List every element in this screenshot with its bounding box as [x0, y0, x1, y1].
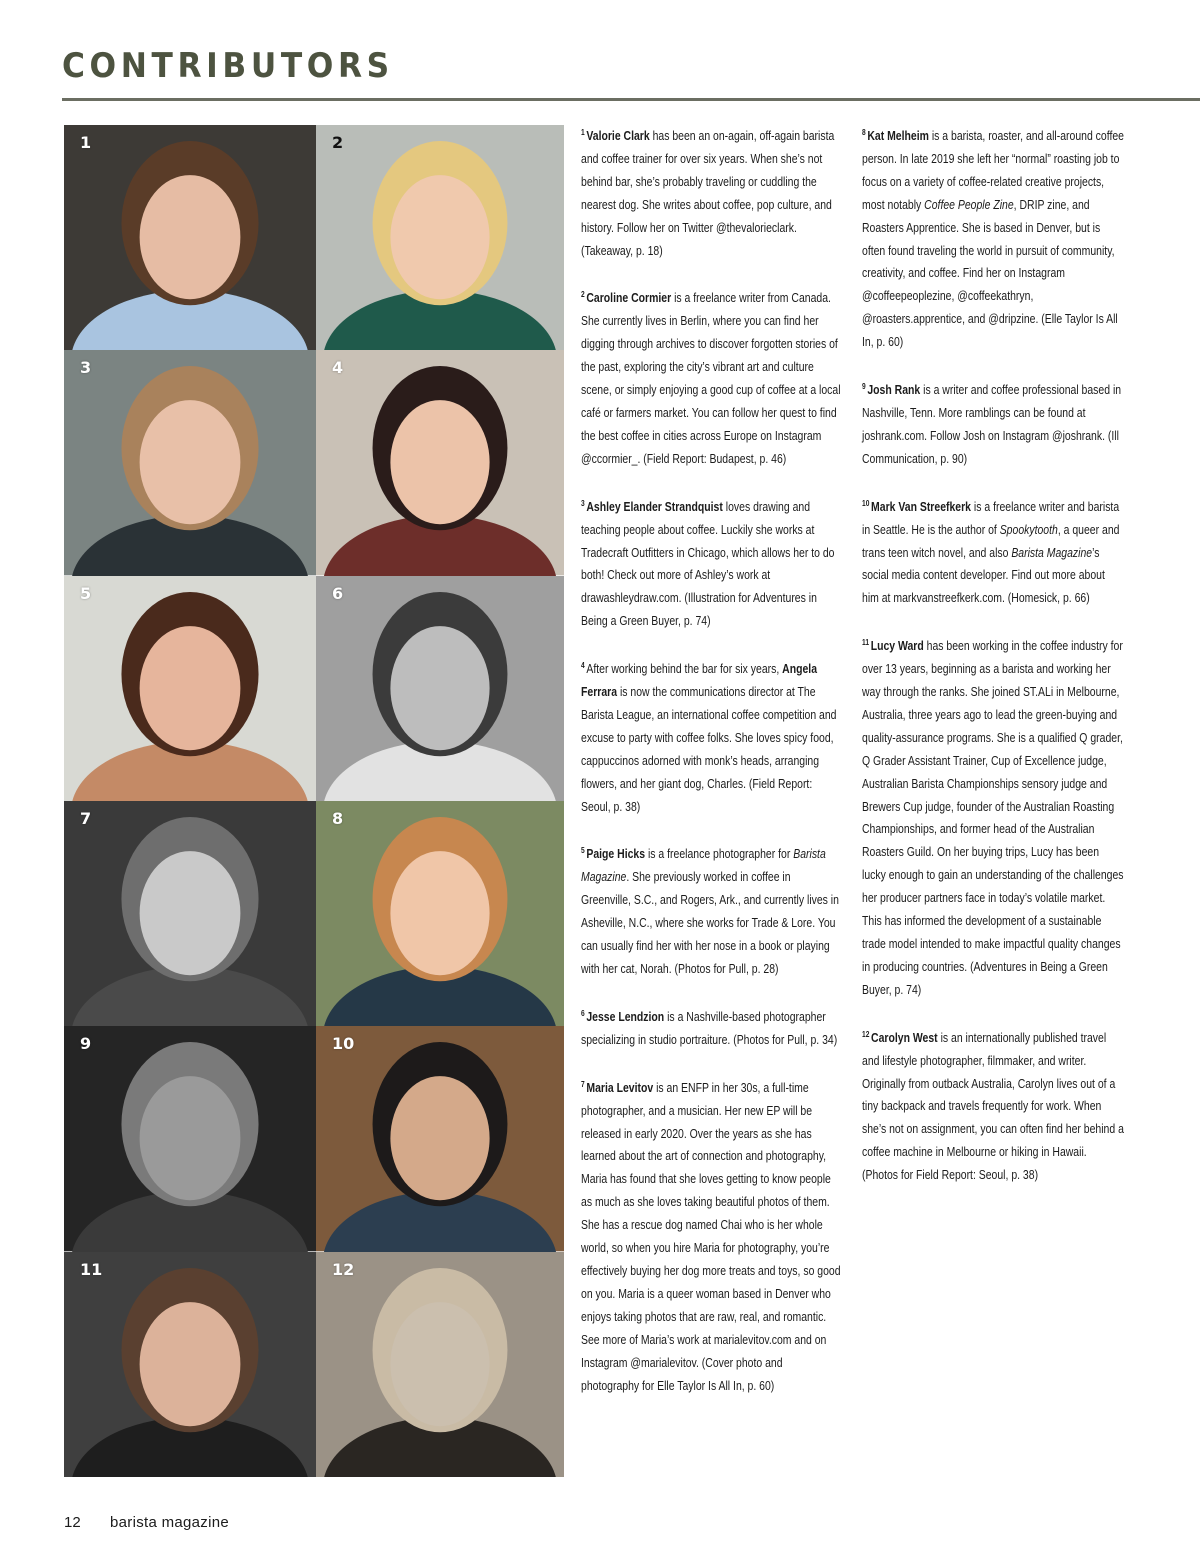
photo-number: 1	[80, 133, 92, 152]
contributor-photo	[316, 125, 564, 350]
bio-italic-title: Barista Magazine	[581, 847, 826, 885]
contributor-name: Maria Levitov	[586, 1080, 654, 1095]
contributor-bio	[581, 122, 843, 262]
photo-number: 10	[332, 1034, 355, 1054]
contributor-photo-grid	[64, 125, 564, 1477]
contributor-name: Josh Rank	[867, 383, 921, 398]
bio-text: is a freelance writer and barista in Seattle. He is the author of	[862, 499, 1120, 537]
photo-number: 9	[80, 1034, 92, 1054]
portrait-image	[64, 1026, 316, 1251]
bio-number: 4	[581, 661, 585, 671]
contributor-bio	[862, 122, 1124, 354]
photo-number: 7	[80, 808, 92, 828]
bio-text: . She previously worked in coffee in Greenville, S.C., and Rogers, Ark., and currently lives in Asheville, N.C., where she works for Trade & Lore. You can usually find her with her nose in a book or playing with her cat, Norah. (Photos for Pull, p. 28)	[581, 870, 839, 976]
contributor-bio	[581, 655, 843, 818]
bio-text: has been an on-again, off-again barista and coffee trainer for over six years. When she’s not behind bar, she’s probably traveling or cuddling the nearest dog. She writes about coffee, pop culture, and history. Follow her on Twitter @thevalorieclark. (Takeaway, p. 18)	[581, 129, 835, 258]
bio-text: is an internationally published travel and lifestyle photographer, filmmaker, and writer. Originally from outback Australia, Carolyn lives out of a tiny backpack and travels frequently for work. When she’s not on assignment, you can often find her behind a coffee machine in Melbourne or hiking in Hawaii. (Photos for Field Report: Seoul, p. 38)	[862, 1030, 1124, 1183]
contributor-bio	[862, 1024, 1124, 1187]
photo-number: 3	[80, 358, 92, 378]
bio-text: is a freelance photographer for	[645, 847, 794, 862]
portrait-image	[64, 125, 316, 350]
bio-number: 11	[862, 638, 870, 648]
photo-face	[390, 1302, 489, 1426]
contributor-name: Lucy Ward	[870, 639, 924, 654]
contributor-photo	[316, 1026, 564, 1251]
photo-face	[390, 400, 489, 524]
photo-number: 5	[80, 583, 92, 603]
portrait-image	[64, 1252, 316, 1477]
bio-number: 8	[862, 128, 866, 137]
photo-face	[390, 1076, 489, 1200]
contributor-photo	[64, 801, 316, 1026]
bio-text: is a Nashville-based photographer specializing in studio portraiture. (Photos for Pull, p. 34)	[581, 1009, 838, 1047]
portrait-image	[64, 350, 316, 575]
bio-column-left	[581, 122, 843, 1419]
bio-number: 7	[581, 1079, 585, 1089]
contributor-photo	[316, 801, 564, 1026]
bio-text: has been working in the coffee industry for over 13 years, beginning as a barista and working her way through the ranks. She joined ST.ALi in Melbourne, Australia, three years ago to lead the green-buying and quality-assurance programs. She is a qualified Q grader, Q Grader Assistant Trainer, Cup of Excellence judge, Australian Barista Championships sensory judge and Brewers Cup judge, founder of the Australian Roasting Championships, and former head of the Australian Roasters Guild. On her buying trips, Lucy has been lucky enough to gain an understanding of the challenges her producer partners face in today’s volatile market. This has informed the development of a sustainable trade model intended to make impactful quality changes in producing countries. (Adventures in Being a Green Buyer, p. 74)	[862, 639, 1124, 997]
contributor-bio	[581, 493, 843, 633]
bio-italic-title: Coffee People Zine	[924, 197, 1014, 212]
contributor-name: Kat Melheim	[867, 129, 929, 143]
title-rule	[62, 98, 1200, 101]
contributor-name: Paige Hicks	[586, 847, 646, 862]
portrait-image	[316, 350, 564, 575]
bio-text: , a queer and trans teen witch novel, and also	[862, 522, 1120, 560]
photo-face	[140, 1076, 241, 1200]
portrait-image	[316, 801, 564, 1026]
photo-face	[140, 626, 241, 750]
photo-number: 12	[332, 1259, 355, 1279]
photo-face	[390, 851, 489, 975]
contributor-name: Caroline Cormier	[586, 291, 672, 306]
photo-face	[140, 851, 241, 975]
photo-number: 4	[332, 358, 344, 378]
bio-number: 2	[581, 290, 585, 300]
bio-number: 3	[581, 498, 585, 508]
bio-text: After working behind the bar for six years,	[586, 662, 783, 677]
portrait-image	[316, 1026, 564, 1251]
portrait-image	[64, 576, 316, 801]
contributor-bio	[581, 1074, 843, 1398]
contributor-bio	[862, 493, 1124, 611]
photo-number: 8	[332, 808, 344, 828]
bio-text: , DRIP zine, and Roasters Apprentice. She is based in Denver, but is often found traveling the world in pursuit of community, creativity, and coffee. Find her on Instagram @coffeepeoplezine, @coffeekathryn, @roasters.apprentice, and @dripzine. (Elle Taylor Is All In, p. 60)	[862, 197, 1118, 350]
contributor-name: Mark Van Streefkerk	[871, 499, 972, 514]
contributor-name: Angela Ferrara	[581, 662, 818, 700]
contributor-photo	[316, 350, 564, 575]
photo-face	[390, 175, 489, 299]
bio-text: is a freelance writer from Canada. She currently lives in Berlin, where you can find her digging through archives to discover forgotten stories of the past, exploring the city’s vibrant art and culture scene, or simply enjoying a good cup of coffee at a local café or farmers market. You can follow her quest to find the best coffee in cities across Europe on Instagram @ccormier_. (Field Report: Budapest, p. 46)	[581, 291, 841, 466]
contributor-bio	[581, 1003, 843, 1052]
contributor-name: Valorie Clark	[586, 129, 650, 143]
photo-face	[140, 400, 241, 524]
bio-italic-title: Barista Magazine	[1011, 545, 1093, 560]
bio-italic-title: Spookytooth	[999, 522, 1058, 537]
contributor-photo	[64, 1252, 316, 1477]
contributor-photo	[64, 125, 316, 350]
photo-number: 6	[332, 583, 344, 603]
bio-column-right	[862, 122, 1124, 1209]
photo-number: 2	[332, 133, 344, 152]
photo-face	[140, 175, 241, 299]
bio-number: 10	[862, 498, 870, 508]
bio-number: 1	[581, 128, 585, 137]
contributor-name: Carolyn West	[871, 1030, 938, 1045]
bio-number: 9	[862, 382, 866, 392]
bio-text: is an ENFP in her 30s, a full-time photographer, and a musician. Her new EP will be released in early 2020. Over the years as she has learned about the art of connection and photography, Maria has found that she loves getting to know people as much as she loves taking beautiful photos of them. She has a rescue dog named Chai who is her whole world, so when you hire Maria for photography, you’re effectively buying her dog more treats and toys, so good on you. Maria is a queer woman based in Denver who enjoys taking photos that are raw, real, and romantic. See more of Maria’s work at marialevitov.com and on Instagram @marialevitov. (Cover photo and photography for Elle Taylor Is All In, p. 60)	[581, 1080, 841, 1393]
page-title: CONTRIBUTORS	[62, 46, 394, 86]
contributor-photo	[64, 1026, 316, 1251]
bio-text: loves drawing and teaching people about coffee. Luckily she works at Tradecraft Outfitters in Chicago, which allows her to do both! Check out more of Ashley’s work at drawashleydraw.com. (Illustration for Adventures in Being a Green Buyer, p. 74)	[581, 499, 835, 629]
contributor-photo	[64, 350, 316, 575]
contributor-name: Ashley Elander Strandquist	[586, 499, 723, 514]
contributor-bio	[581, 284, 843, 470]
bio-number: 12	[862, 1029, 870, 1039]
contributor-photo	[64, 576, 316, 801]
photo-face	[390, 626, 489, 750]
portrait-image	[316, 576, 564, 801]
page-number: 12	[64, 1514, 81, 1531]
contributor-bio	[581, 840, 843, 980]
bio-text: ’s social media content developer. Find out more about him at markvanstreefkerk.com. (Homesick, p. 66)	[862, 545, 1105, 606]
portrait-image	[316, 125, 564, 350]
bio-text: is a writer and coffee professional based in Nashville, Tenn. More ramblings can be found at joshrank.com. Follow Josh on Instagram @joshrank. (Ill Communication, p. 90)	[862, 383, 1122, 466]
contributor-name: Jesse Lendzion	[586, 1009, 665, 1024]
portrait-image	[64, 801, 316, 1026]
photo-number: 11	[80, 1259, 103, 1279]
bio-number: 6	[581, 1008, 585, 1018]
photo-face	[140, 1302, 241, 1426]
bio-text: is a barista, roaster, and all-around coffee person. In late 2019 she left her “normal” roasting job to focus on a variety of coffee-related creative projects, most notably	[862, 129, 1124, 212]
portrait-image	[316, 1252, 564, 1477]
contributor-bio	[862, 632, 1124, 1002]
contributor-photo	[316, 576, 564, 801]
contributor-bio	[862, 376, 1124, 471]
bio-text: is now the communications director at The Barista League, an international coffee competition and excuse to party with coffee folks. She loves spicy food, cappuccinos adorned with monk’s heads, arranging flowers, and her giant dog, Charles. (Field Report: Seoul, p. 38)	[581, 685, 837, 814]
magazine-name: barista magazine	[110, 1514, 230, 1531]
bio-number: 5	[581, 846, 585, 856]
contributor-photo	[316, 1252, 564, 1477]
